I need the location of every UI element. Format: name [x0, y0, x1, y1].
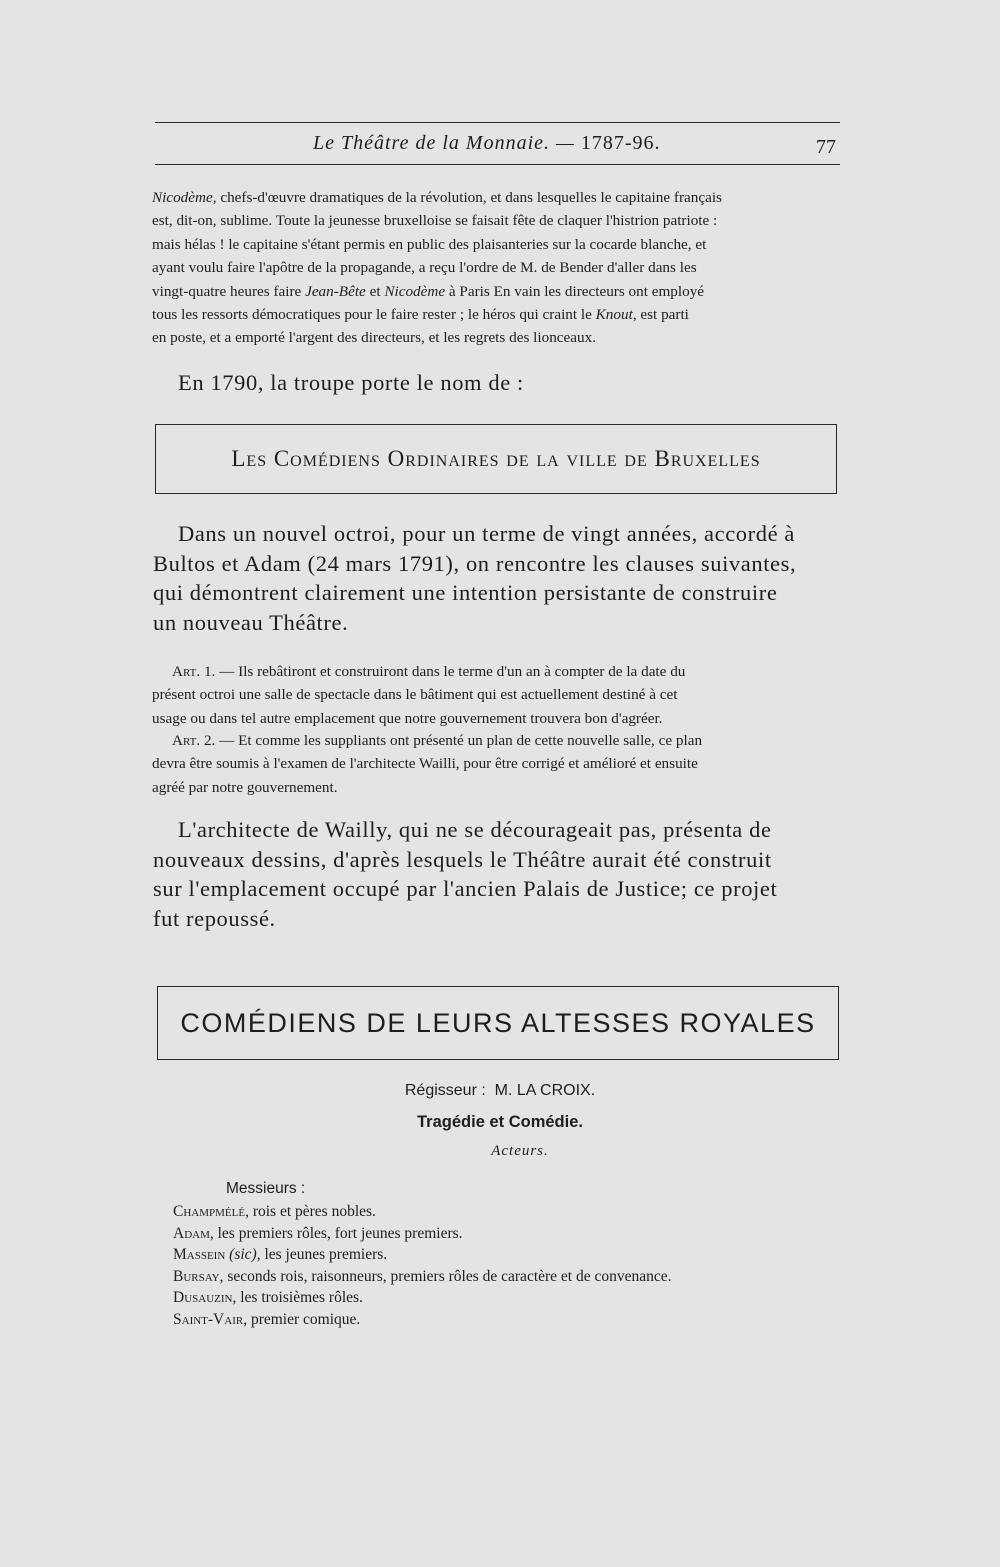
cast-entry: Adam, les premiers rôles, fort jeunes premiers. [173, 1224, 463, 1242]
cast-entry: Massein (sic), les jeunes premiers. [173, 1246, 388, 1264]
troupe-name-title: Les Comédiens Ordinaires de la ville de Bruxelles [231, 446, 761, 471]
cast-entry: Champmélé, rois et pères nobles. [173, 1203, 376, 1220]
genre-heading: Tragédie et Comédie. [417, 1113, 583, 1131]
page-number: 77 [816, 136, 836, 158]
running-header [155, 128, 840, 162]
paragraph-1790: En 1790, la troupe porte le nom de : [178, 370, 524, 395]
troupe-royal-title: COMÉDIENS DE LEURS ALTESSES ROYALES [180, 1007, 816, 1038]
acteurs-heading: Acteurs. [491, 1143, 549, 1159]
cast-entry: Saint-Vair, premier comique. [173, 1310, 361, 1328]
wailly-paragraph: L'architecte de Wailly, qui ne se décourageait pas, présenta de nouveaux dessins, d'après lesquels le Théâtre aurait été construit sur l'emplacement occupé par l'ancien Palais de Justice; ce projet fut repoussé. [153, 817, 778, 931]
cast-list [226, 1178, 305, 1200]
intro-paragraph: Nicodème, chefs-d'œuvre dramatiques de la révolution, et dans lesquelles le capitaine français est, dit-on, sublime. Toute la jeunesse bruxelloise se faisait fête de claquer l'histrion patriote : mais hélas ! le capitaine s'étant permis en public des plaisanteries sur la cocarde blanche, et ayant voulu faire l'apôtre de la propagande, a reçu l'ordre de M. de Bender d'aller dans les vingt-quatre heures faire Jean-Bête et Nicodème à Paris En vain les directeurs ont employé tous les ressorts démocratiques pour le faire rester ; le héros qui craint le Knout, est parti en poste, et a emporté l'argent des directeurs, et les regrets des lionceaux. [152, 189, 722, 347]
article-1: Art. 1. — Ils rebâtiront et construiront dans le terme d'un an à compter de la date du présent octroi une salle de spectacle dans le bâtiment qui est actuellement destiné à cet usage ou dans tel autre emplacement que notre gouvernement trouvera bon d'agréer. [152, 663, 686, 727]
troupe-name-box [155, 424, 837, 494]
header-top-rule [155, 122, 840, 123]
article-2: Art. 2. — Et comme les suppliants ont présenté un plan de cette nouvelle salle, ce plan devra être soumis à l'examen de l'architecte Wailli, pour être corrigé et amélioré et ensuite agréé par notre gouvernement. [152, 732, 703, 796]
cast-entry: Bursay, seconds rois, raisonneurs, premiers rôles de caractère et de convenance. [173, 1267, 672, 1285]
header-title: Le Théâtre de la Monnaie. — 1787-96. [313, 132, 661, 154]
troupe-royal-box [157, 986, 839, 1060]
octroi-paragraph: Dans un nouvel octroi, pour un terme de vingt années, accordé à Bultos et Adam (24 mars 1791), on rencontre les clauses suivantes, qui démontrent clairement une intention persistante de construire un nouveau Théâtre. [153, 521, 797, 635]
messieurs-label: Messieurs : [226, 1180, 306, 1197]
cast-entries [173, 1201, 672, 1331]
regisseur-line: Régisseur : M. LA CROIX. [404, 1082, 596, 1099]
header-bottom-rule [155, 164, 840, 165]
cast-entry: Dusauzin, les troisièmes rôles. [173, 1289, 363, 1307]
